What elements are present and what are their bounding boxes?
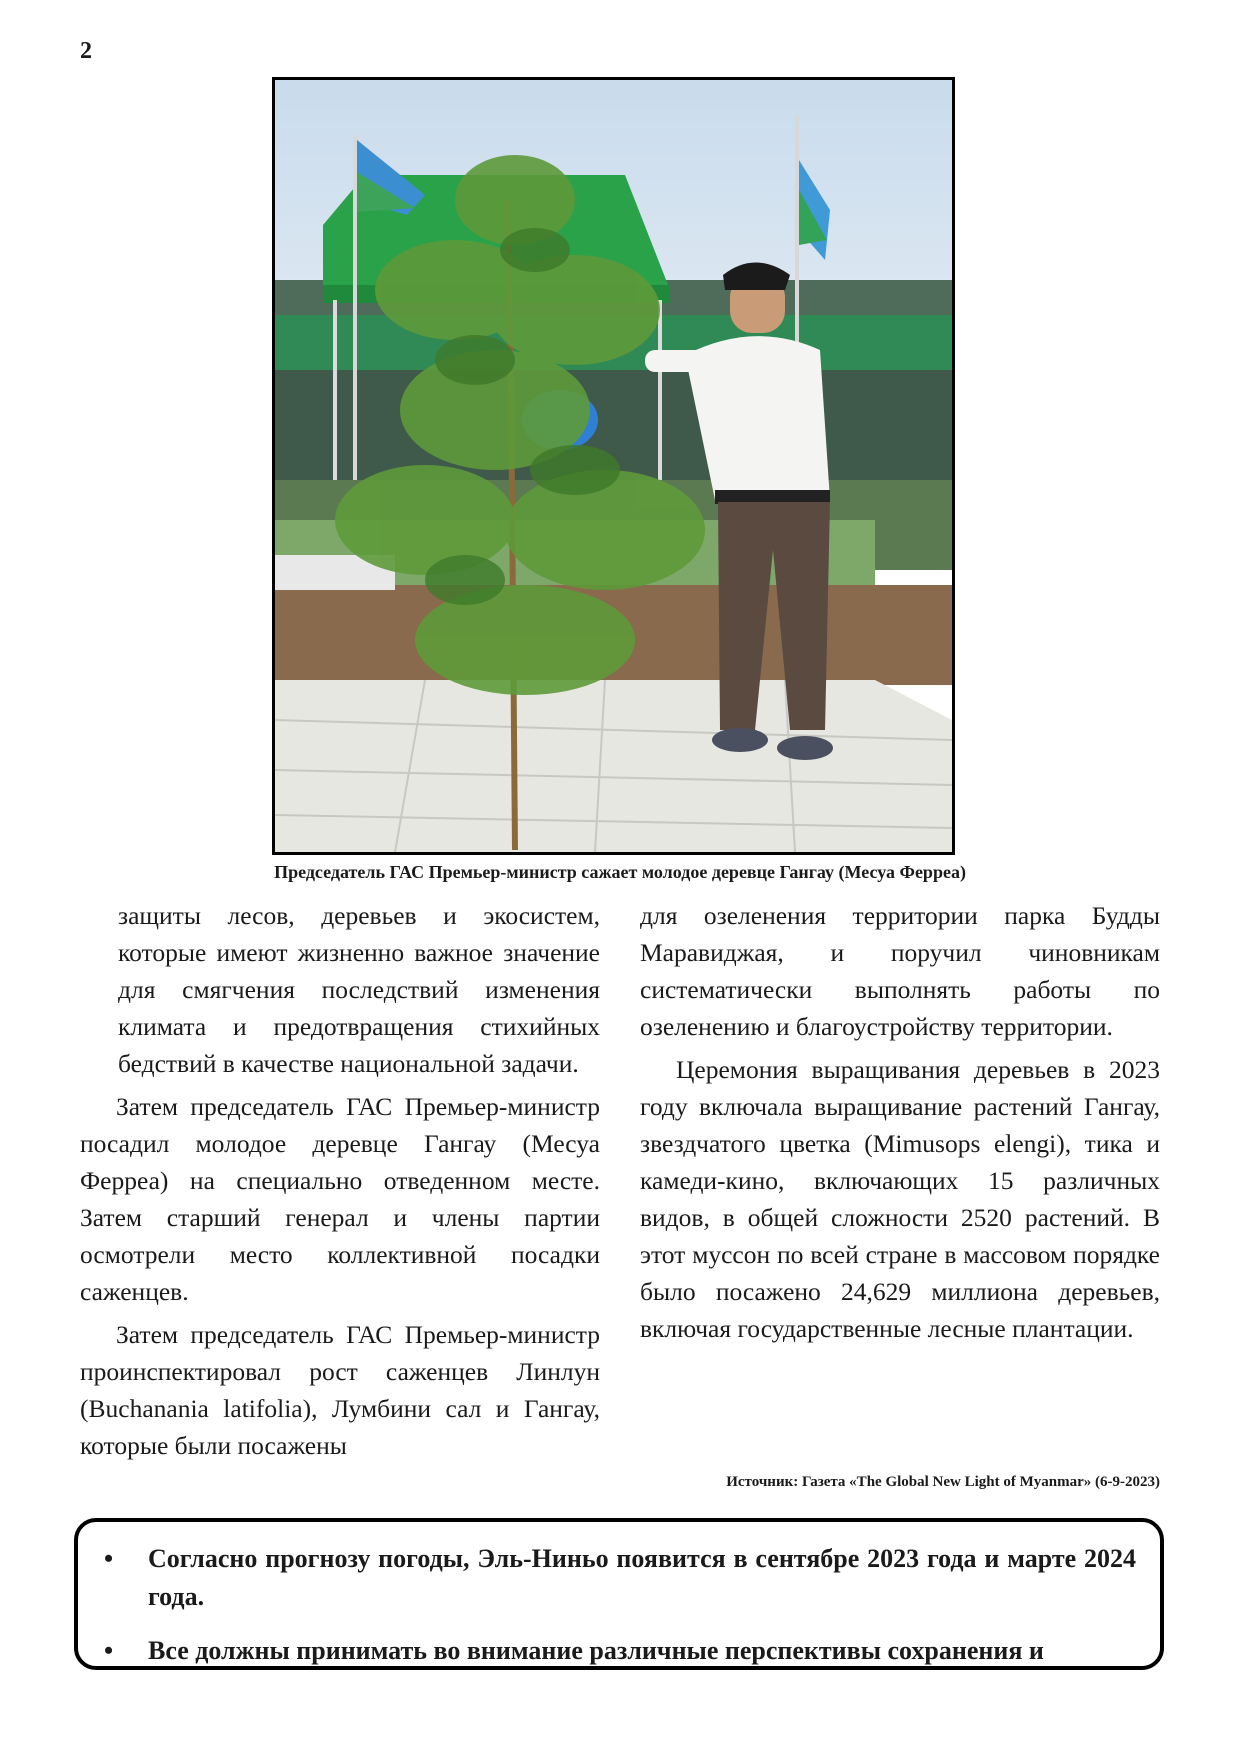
bullet-icon: •	[104, 1544, 114, 1573]
notice-text: Согласно прогнозу погоды, Эль-Ниньо появится в сентябре 2023 года и марте 2024 года.	[148, 1544, 1136, 1611]
article-paragraph: Затем председатель ГАС Премьер-министр посадил молодое деревце Гангау (Месуа Ферреа) на специально отведенном месте. Затем старший генерал и члены партии осмотрели место коллективной посадки саженцев.	[80, 1092, 600, 1306]
article-paragraph: защиты лесов, деревьев и экосистем, которые имеют жизненно важное значение для смягчения последствий изменения климата и предотвращения стихийных бедствий в качестве национальной задачи.	[118, 901, 600, 1078]
article-right-column	[640, 897, 1160, 1353]
page-number: 2	[80, 38, 92, 64]
article-paragraph: для озеленения территории парка Будды Маравиджая, и поручил чиновникам систематически выполнять работы по озеленению и благоустройству территории.	[640, 901, 1160, 1041]
notice-box	[74, 1518, 1164, 1670]
article-paragraph: Церемония выращивания деревьев в 2023 году включала выращивание растений Гангау, звездчатого цветка (Mimusops elengi), тика и камеди-кино, включающих 15 различных видов, в общей сложности 2520 растений. В этот муссон по всей стране в массовом порядке было посажено 24,629 миллиона деревьев, включая государственные лесные плантации.	[640, 1055, 1160, 1343]
notice-text: Все должны принимать во внимание различные перспективы сохранения и	[148, 1636, 1044, 1665]
notice-list	[104, 1540, 1136, 1670]
notice-item	[104, 1540, 1136, 1616]
tree-planting-photo	[272, 77, 955, 855]
article-paragraph: Затем председатель ГАС Премьер-министр проинспектировал рост саженцев Линлун (Buchanania latifolia), Лумбини сал и Гангау, которые были посажены	[80, 1320, 600, 1460]
article-left-column	[80, 897, 600, 1470]
photo-illustration	[275, 80, 952, 852]
photo-caption: Председатель ГАС Премьер-министр сажает молодое деревце Гангау (Месуа Ферреа)	[274, 862, 966, 882]
bullet-icon: •	[104, 1636, 114, 1665]
source-citation: Источник: Газета «The Global New Light of Myanmar» (6-9-2023)	[726, 1474, 1160, 1490]
notice-item	[104, 1632, 1136, 1670]
